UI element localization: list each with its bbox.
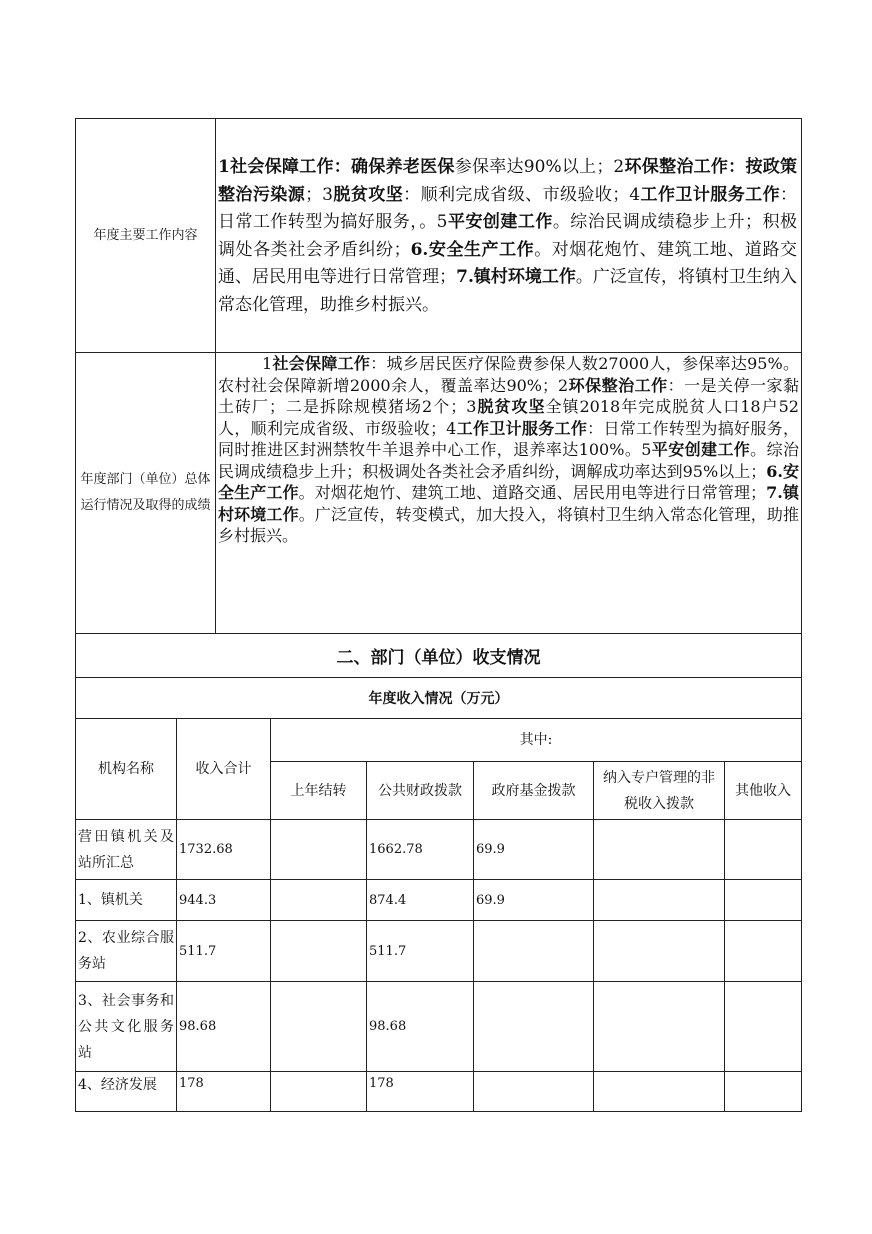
text-segment: 6.安全生产工作 bbox=[410, 239, 535, 260]
text-segment: 7.镇村环境工作 bbox=[456, 267, 576, 287]
table-row bbox=[76, 1072, 802, 1112]
text-segment: ；3 bbox=[305, 184, 333, 205]
text-segment: 平安创建工作 bbox=[447, 212, 553, 232]
row-total: 944.3 bbox=[177, 880, 271, 921]
row-public-finance: 98.68 bbox=[367, 982, 474, 1072]
row-other bbox=[725, 921, 802, 982]
text-segment: ：日常工作转型为搞好服务，。5 bbox=[218, 184, 797, 232]
achievement-label: 年度部门（单位）总体运行情况及取得的成绩 bbox=[76, 353, 216, 634]
text-segment: 社会保障工作 bbox=[272, 354, 371, 373]
text-segment: 脱贫攻坚 bbox=[332, 184, 404, 205]
row-total: 98.68 bbox=[177, 982, 271, 1072]
row-total: 511.7 bbox=[177, 921, 271, 982]
row-other bbox=[725, 880, 802, 921]
work-content-cell bbox=[216, 119, 802, 353]
text-segment: ：顺利完成省级、市级验收；4 bbox=[403, 184, 641, 205]
income-table bbox=[75, 633, 802, 1112]
table-row bbox=[76, 820, 802, 880]
text-segment: 1社会保障工作：确保养老医保 bbox=[218, 157, 455, 177]
text-segment: 。综治民调成绩稳步上升；积极调处各类社会矛盾纠纷； bbox=[218, 212, 798, 260]
header-special-nontax: 纳入专户管理的非税收入拨款 bbox=[594, 762, 725, 820]
row-name: 4、经济发展 bbox=[76, 1072, 177, 1112]
text-segment: ：城乡居民医疗保险费参保人数27000人，参保率达95%。农村社会保障新增2000余人，覆盖率达90%；2 bbox=[218, 354, 799, 395]
row-gov-fund: 69.9 bbox=[474, 820, 594, 880]
header-carryover: 上年结转 bbox=[271, 762, 367, 820]
text-segment: 环保整治工作：按政策整治污染源 bbox=[218, 157, 798, 205]
text-segment: 。对烟花炮竹、建筑工地、道路交通、居民用电等进行日常管理； bbox=[218, 239, 798, 287]
text-segment: 。对烟花炮竹、建筑工地、道路交通、居民用电等进行日常管理； bbox=[298, 483, 767, 502]
section-title: 二、部门（单位）收支情况 bbox=[76, 634, 802, 678]
row-name: 3、社会事务和公共文化服务站 bbox=[76, 982, 177, 1072]
row-public-finance: 178 bbox=[367, 1072, 474, 1112]
row-public-finance: 874.4 bbox=[367, 880, 474, 921]
row-carryover bbox=[271, 921, 367, 982]
row-public-finance: 511.7 bbox=[367, 921, 474, 982]
text-segment: 。广泛宣传，转变模式，加大投入，将镇村卫生纳入常态化管理，助推乡村振兴。 bbox=[218, 504, 799, 545]
header-total: 收入合计 bbox=[177, 719, 271, 820]
text-segment: 工作卫计服务工作 bbox=[640, 184, 780, 205]
text-segment: 。广泛宣传，将镇村卫生纳入常态化管理，助推乡村振兴。 bbox=[218, 267, 798, 315]
row-carryover bbox=[271, 1072, 367, 1112]
row-carryover bbox=[271, 820, 367, 880]
table-row bbox=[76, 880, 802, 921]
work-content-label: 年度主要工作内容 bbox=[76, 119, 216, 353]
work-content-row bbox=[76, 119, 802, 353]
row-name: 2、农业综合服务站 bbox=[76, 921, 177, 982]
row-special-nontax bbox=[594, 880, 725, 921]
row-gov-fund bbox=[474, 1072, 594, 1112]
text-segment: 1 bbox=[262, 354, 273, 373]
achievement-text bbox=[216, 353, 801, 547]
achievement-row bbox=[76, 353, 802, 634]
header-of-which: 其中: bbox=[271, 719, 802, 762]
text-segment: 工作卫计服务工作 bbox=[456, 418, 588, 438]
income-title-row bbox=[76, 678, 802, 719]
header-gov-fund: 政府基金拨款 bbox=[474, 762, 594, 820]
achievement-cell bbox=[216, 353, 802, 634]
text-segment: 7.镇村环境工作 bbox=[218, 483, 799, 524]
row-gov-fund: 69.9 bbox=[474, 880, 594, 921]
work-content-text bbox=[216, 152, 801, 319]
table-row bbox=[76, 921, 802, 982]
row-other bbox=[725, 820, 802, 880]
section-title-row bbox=[76, 634, 802, 678]
text-segment: 环保整治工作 bbox=[568, 375, 668, 395]
header-other: 其他收入 bbox=[725, 762, 802, 820]
text-segment: ：一是关停一家黏土砖厂；二是拆除规模猪场2个；3 bbox=[218, 375, 799, 416]
text-segment: 参保率达90%以上；2 bbox=[454, 157, 625, 177]
row-special-nontax bbox=[594, 820, 725, 880]
summary-table bbox=[75, 118, 802, 634]
document-table-area bbox=[75, 118, 801, 1112]
text-segment: 。综治民调成绩稳步上升；积极调处各类社会矛盾纠纷，调解成功率达到95%以上； bbox=[218, 440, 799, 481]
income-title: 年度收入情况（万元） bbox=[76, 678, 802, 719]
row-special-nontax bbox=[594, 982, 725, 1072]
text-segment: 6.安全生产工作 bbox=[218, 461, 799, 502]
text-segment: ：日常工作转型为搞好服务，同时推进区封洲禁牧牛羊退养中心工作，退养率达100%。5 bbox=[218, 418, 799, 459]
header-org-name: 机构名称 bbox=[76, 719, 177, 820]
row-other bbox=[725, 982, 802, 1072]
row-special-nontax bbox=[594, 921, 725, 982]
row-other bbox=[725, 1072, 802, 1112]
row-gov-fund bbox=[474, 921, 594, 982]
row-public-finance: 1662.78 bbox=[367, 820, 474, 880]
header-public-finance: 公共财政拨款 bbox=[367, 762, 474, 820]
row-carryover bbox=[271, 982, 367, 1072]
table-row bbox=[76, 982, 802, 1072]
row-gov-fund bbox=[474, 982, 594, 1072]
text-segment: 平安创建工作 bbox=[651, 440, 751, 459]
text-segment: 脱贫攻坚 bbox=[476, 397, 546, 416]
row-carryover bbox=[271, 880, 367, 921]
row-name: 1、镇机关 bbox=[76, 880, 177, 921]
row-special-nontax bbox=[594, 1072, 725, 1112]
row-name: 营田镇机关及站所汇总 bbox=[76, 820, 177, 880]
header-row-1 bbox=[76, 719, 802, 762]
text-segment: 全镇2018年完成脱贫人口18户52人，顺利完成省级、市级验收；4 bbox=[218, 397, 799, 438]
row-total: 1732.68 bbox=[177, 820, 271, 880]
row-total: 178 bbox=[177, 1072, 271, 1112]
